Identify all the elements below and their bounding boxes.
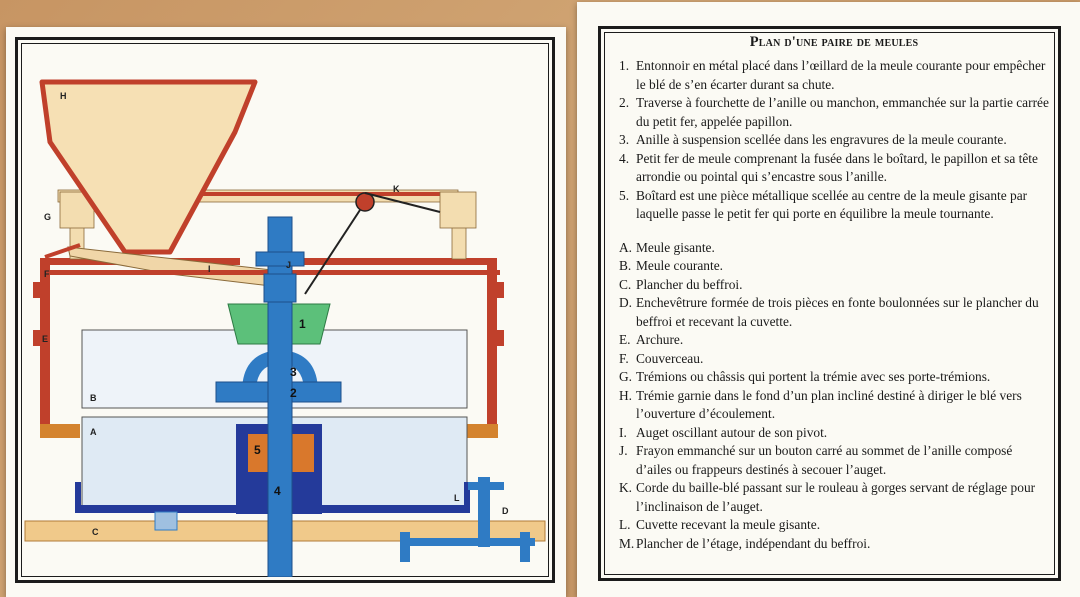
millstone-diagram (20, 42, 550, 577)
legend-item-text: Enchevêtrure formée de trois pièces en fonte boulonnées sur le plancher du beffroi et recevant la cuvette. (636, 295, 1039, 329)
legend-item-key: J. (619, 443, 628, 458)
legend-item (619, 516, 1049, 535)
legend-item-text: Boîtard est une pièce métallique scellée au centre de la meule gisante par laquelle passe le petit fer qui porte en équilibre la meule tournante. (636, 187, 1028, 221)
legend-item-key: I. (619, 424, 627, 440)
legend-item-text: Traverse à fourchette de l’anille ou manchon, emmanchée sur la partie carrée du petit fer, appelée papillon. (636, 95, 1049, 129)
legend-item (619, 187, 1049, 224)
legend (619, 34, 1049, 553)
legend-item-key: 3. (619, 132, 630, 147)
legend-item-text: Cuvette recevant la meule gisante. (636, 517, 821, 532)
legend-item-key: 2. (619, 95, 630, 110)
archure-bolt-left-1 (33, 282, 43, 298)
legend-item-text: Frayon emmanché sur un bouton carré au sommet de l’anille composé d’ailes ou frappeurs destinés à secouer l’auget. (636, 443, 1013, 477)
legend-item-text: Trémie garnie dans le fond d’un plan incliné destiné à diriger le blé vers l’ouverture d’écoulement. (636, 387, 1022, 421)
legend-item-text: Meule gisante. (636, 239, 715, 255)
legend-item-text: Corde du baille-blé passant sur le rouleau à gorges servant de réglage pour l’inclinaison de l’auget. (636, 480, 1036, 514)
legend-item-key: C. (619, 276, 632, 292)
legend-item-text: Anille à suspension scellée dans les engravures de la meule courante. (636, 132, 1007, 147)
legend-item (619, 276, 1049, 295)
legend-item-key: L. (619, 517, 631, 532)
legend-item (619, 442, 1049, 479)
enchevetrure (405, 538, 535, 546)
floor-bolt-3 (155, 512, 177, 530)
legend-title: Plan d'une paire de meules (749, 34, 919, 50)
label-K: K (393, 184, 400, 194)
tremion-foot-right (440, 192, 476, 228)
legend-item-key: H. (619, 387, 633, 403)
rouleau-a-gorges (356, 193, 374, 211)
label-B: B (90, 393, 97, 403)
legend-item-key: K. (619, 480, 633, 495)
label-3: 3 (290, 365, 297, 379)
legend-item-key: 5. (619, 187, 630, 203)
label-1: 1 (299, 317, 306, 331)
legend-item-key: M. (619, 535, 635, 551)
corde-baille-ble-2 (305, 210, 360, 294)
legend-item (619, 150, 1049, 187)
legend-item (619, 424, 1049, 443)
legend-item-key: 1. (619, 58, 630, 73)
legend-item (619, 239, 1049, 258)
label-5: 5 (254, 443, 261, 457)
spindle-collar (264, 274, 296, 302)
numbered-list (619, 57, 1049, 224)
lettered-list (619, 239, 1049, 554)
floor-bolt-1 (400, 532, 410, 562)
floor-bolt-2 (520, 532, 530, 562)
label-J: J (286, 260, 292, 270)
legend-item-text: Archure. (636, 332, 684, 347)
petit-fer (268, 217, 292, 577)
legend-item (619, 350, 1049, 369)
boitard-right (292, 434, 314, 472)
legend-item (619, 368, 1049, 387)
label-4: 4 (274, 484, 281, 498)
legend-item-key: E. (619, 332, 631, 347)
legend-item (619, 94, 1049, 131)
tremion-leg-right (452, 227, 466, 259)
legend-item-key: G. (619, 369, 633, 384)
legend-item (619, 479, 1049, 516)
archure-bolt-right-2 (494, 330, 504, 346)
legend-item-text: Plancher de l’étage, indépendant du beffroi. (636, 535, 871, 551)
diagram-card (6, 27, 566, 597)
archure-bolt-right-1 (494, 282, 504, 298)
legend-item-text: Entonnoir en métal placé dans l’œillard de la meule courante pour empêcher le blé de s’en écarter durant sa chute. (636, 58, 1046, 92)
label-C: C (92, 527, 99, 537)
legend-item-key: 4. (619, 150, 630, 166)
legend-item-key: D. (619, 295, 633, 310)
legend-item (619, 131, 1049, 150)
label-F: F (44, 269, 50, 279)
enchevetrure-head (468, 482, 504, 490)
legend-item (619, 257, 1049, 276)
legend-item-text: Trémions ou châssis qui portent la trémie avec ses porte-trémions. (636, 369, 991, 384)
frayon (256, 252, 304, 266)
legend-item-text: Meule courante. (636, 258, 723, 273)
legend-item (619, 331, 1049, 350)
label-G: G (44, 212, 52, 222)
legend-item (619, 535, 1049, 554)
label-I: I (208, 264, 211, 274)
legend-item-text: Couverceau. (636, 350, 704, 366)
legend-item-key: B. (619, 258, 632, 273)
legend-item (619, 57, 1049, 94)
cuvette-left (75, 482, 81, 512)
legend-item-text: Auget oscillant autour de son pivot. (636, 424, 828, 440)
label-H: H (60, 91, 67, 101)
legend-item-key: A. (619, 239, 633, 255)
archure-band-left (40, 424, 80, 438)
legend-item (619, 294, 1049, 331)
legend-item-text: Plancher du beffroi. (636, 276, 743, 292)
label-A: A (90, 427, 97, 437)
archure-top-beam-right (302, 258, 497, 265)
label-L: L (454, 493, 460, 503)
label-D: D (502, 506, 509, 516)
legend-item-key: F. (619, 350, 629, 366)
legend-item-text: Petit fer de meule comprenant la fusée dans le boîtard, le papillon et sa tête arrondie ou pointal qui s’encastre sous l’anille. (636, 150, 1038, 184)
legend-item (619, 387, 1049, 424)
label-E: E (42, 334, 49, 344)
label-2: 2 (290, 386, 297, 400)
legend-card (577, 2, 1080, 597)
